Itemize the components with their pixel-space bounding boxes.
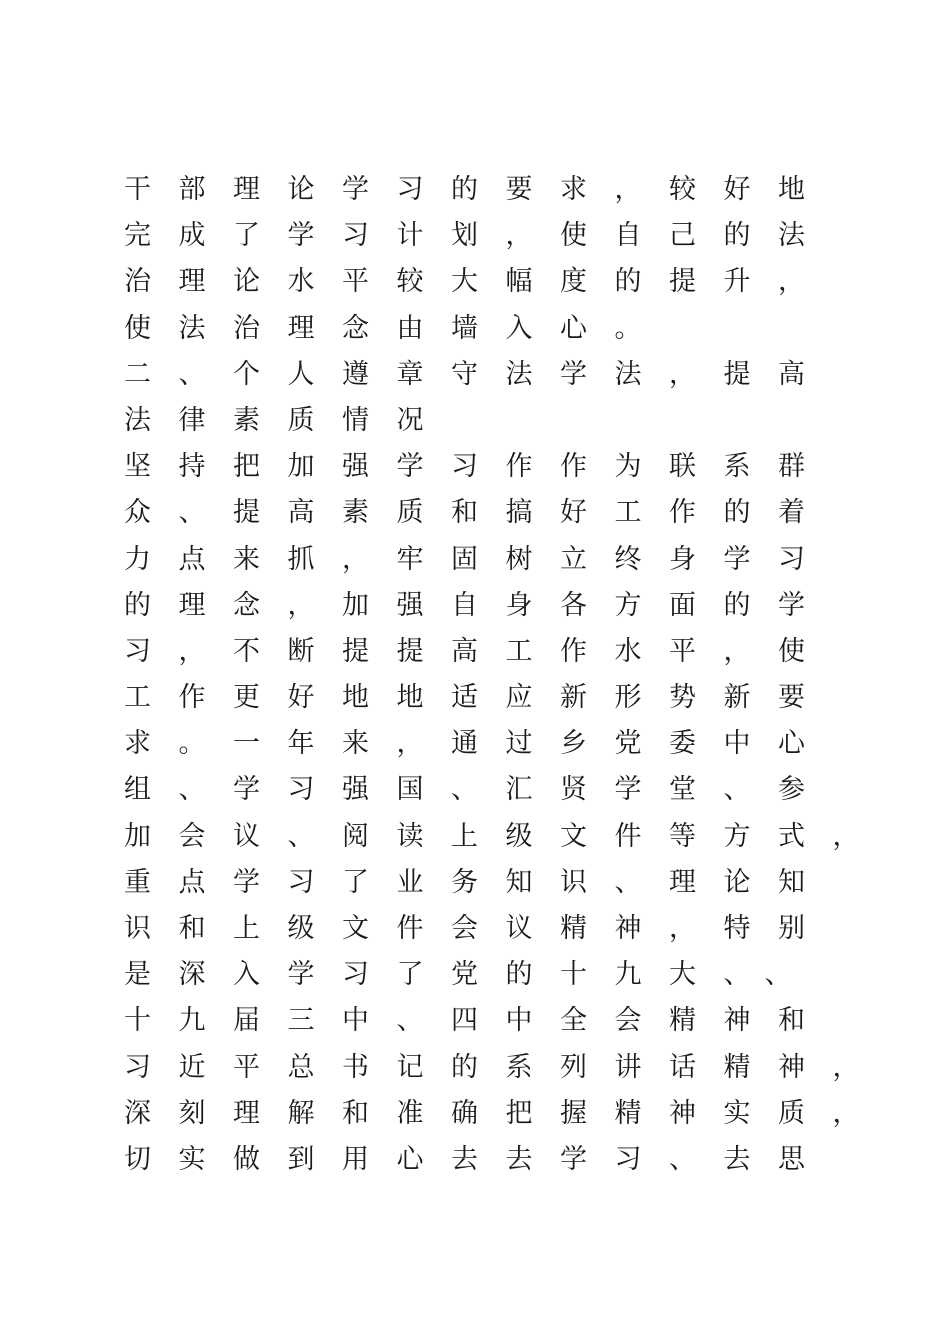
text-line-13: 求。一年来，通过乡党委中心 bbox=[124, 728, 833, 760]
text-line-10: 的理念，加强自身各方面的学 bbox=[124, 589, 833, 621]
section-heading-line-1: 二、个人遵章守法学法，提高 bbox=[124, 358, 833, 390]
text-line-11: 习，不断提提高工作水平，使 bbox=[124, 635, 833, 667]
text-line-19: 十九届三中、四中全会精神和 bbox=[124, 1005, 833, 1037]
text-line-3: 治理论水平较大幅度的提升， bbox=[124, 266, 833, 298]
text-line-18: 是深入学习了党的十九大、、 bbox=[124, 959, 819, 991]
text-line-22: 切实做到用心去去学习、去思 bbox=[124, 1143, 833, 1175]
text-line-15: 加会议、阅读上级文件等方式， bbox=[124, 820, 887, 852]
text-line-12: 工作更好地地适应新形势新要 bbox=[124, 682, 833, 714]
text-line-7: 坚持把加强学习作作为联系群 bbox=[124, 451, 833, 483]
section-heading-line-2: 法律素质情况 bbox=[124, 404, 451, 436]
text-line-16: 重点学习了业务知识、理论知 bbox=[124, 866, 833, 898]
text-line-2: 完成了学习计划，使自己的法 bbox=[124, 220, 833, 252]
text-line-1: 干部理论学习的要求，较好地 bbox=[124, 174, 833, 205]
body-text bbox=[124, 167, 887, 1183]
text-line-9: 力点来抓，牢固树立终身学习 bbox=[124, 543, 833, 575]
text-line-21: 深刻理解和准确把握精神实质， bbox=[124, 1097, 887, 1129]
text-line-17: 识和上级文件会议精神，特别 bbox=[124, 913, 833, 944]
text-line-8: 众、提高素质和搞好工作的着 bbox=[124, 497, 833, 529]
text-line-4: 使法治理念由墙入心。 bbox=[124, 312, 669, 344]
text-line-14: 组、学习强国、汇贤学堂、参 bbox=[124, 774, 833, 806]
text-line-20: 习近平总书记的系列讲话精神， bbox=[124, 1051, 887, 1083]
